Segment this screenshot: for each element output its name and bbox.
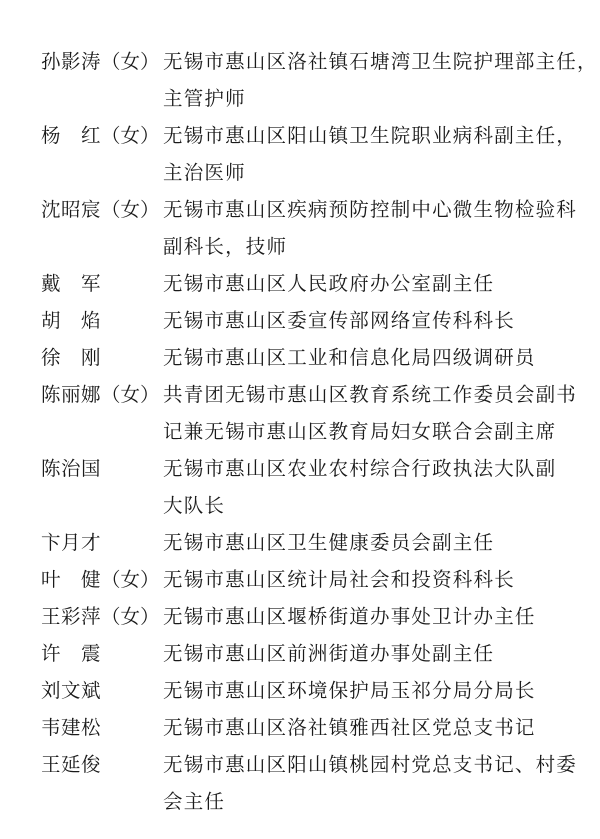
position-line: 无锡市惠山区阳山镇卫生院职业病科副主任， [163, 124, 578, 147]
list-item [0, 598, 600, 635]
position-line: 无锡市惠山区堰桥街道办事处卫计办主任 [163, 605, 536, 628]
person-name: 戴 军 [41, 272, 102, 295]
list-item [0, 746, 600, 820]
person-name: 王延俊 [41, 753, 102, 776]
list-item [0, 376, 600, 450]
list-item [0, 43, 600, 117]
person-name: 胡 焰 [41, 309, 102, 332]
position-line: 主治医师 [163, 161, 246, 184]
position-line: 无锡市惠山区环境保护局玉祁分局分局长 [163, 679, 536, 702]
position-line: 副科长，技师 [163, 235, 288, 258]
person-name: 陈治国 [41, 457, 102, 480]
list-item [0, 709, 600, 746]
person-name: 刘文斌 [41, 679, 102, 702]
position-line: 无锡市惠山区人民政府办公室副主任 [163, 272, 495, 295]
position-line: 无锡市惠山区卫生健康委员会副主任 [163, 531, 495, 554]
position-line: 无锡市惠山区疾病预防控制中心微生物检验科 [163, 198, 578, 221]
list-item [0, 672, 600, 709]
position-line: 无锡市惠山区洛社镇石塘湾卫生院护理部主任， [163, 50, 598, 73]
position-line: 会主任 [163, 790, 226, 813]
position-line: 记兼无锡市惠山区教育局妇女联合会副主席 [163, 420, 557, 443]
position-line: 无锡市惠山区农业农村综合行政执法大队副 [163, 457, 557, 480]
person-name: 韦建松 [41, 716, 102, 739]
position-line: 大队长 [163, 494, 226, 517]
position-line: 无锡市惠山区委宣传部网络宣传科科长 [163, 309, 515, 332]
list-item [0, 561, 600, 598]
person-name: 许 震 [41, 642, 102, 665]
person-name: 陈丽娜（女） [41, 383, 160, 406]
list-item [0, 191, 600, 265]
person-name: 沈昭宸（女） [41, 198, 160, 221]
list-item [0, 117, 600, 191]
person-name: 叶 健（女） [41, 568, 160, 591]
position-line: 无锡市惠山区阳山镇桃园村党总支书记、村委 [163, 753, 578, 776]
list-item [0, 302, 600, 339]
person-name: 孙影涛（女） [41, 50, 160, 73]
person-name: 王彩萍（女） [41, 605, 160, 628]
person-name: 徐 刚 [41, 346, 102, 369]
list-item [0, 635, 600, 672]
list-item [0, 524, 600, 561]
list-item [0, 450, 600, 524]
list-item [0, 265, 600, 302]
position-line: 主管护师 [163, 87, 246, 110]
position-line: 无锡市惠山区工业和信息化局四级调研员 [163, 346, 536, 369]
position-line: 无锡市惠山区洛社镇雅西社区党总支书记 [163, 716, 536, 739]
position-line: 共青团无锡市惠山区教育系统工作委员会副书 [163, 383, 578, 406]
position-line: 无锡市惠山区统计局社会和投资科科长 [163, 568, 515, 591]
list-item [0, 339, 600, 376]
person-name: 卞月才 [41, 531, 102, 554]
position-line: 无锡市惠山区前洲街道办事处副主任 [163, 642, 495, 665]
person-name: 杨 红（女） [41, 124, 160, 147]
